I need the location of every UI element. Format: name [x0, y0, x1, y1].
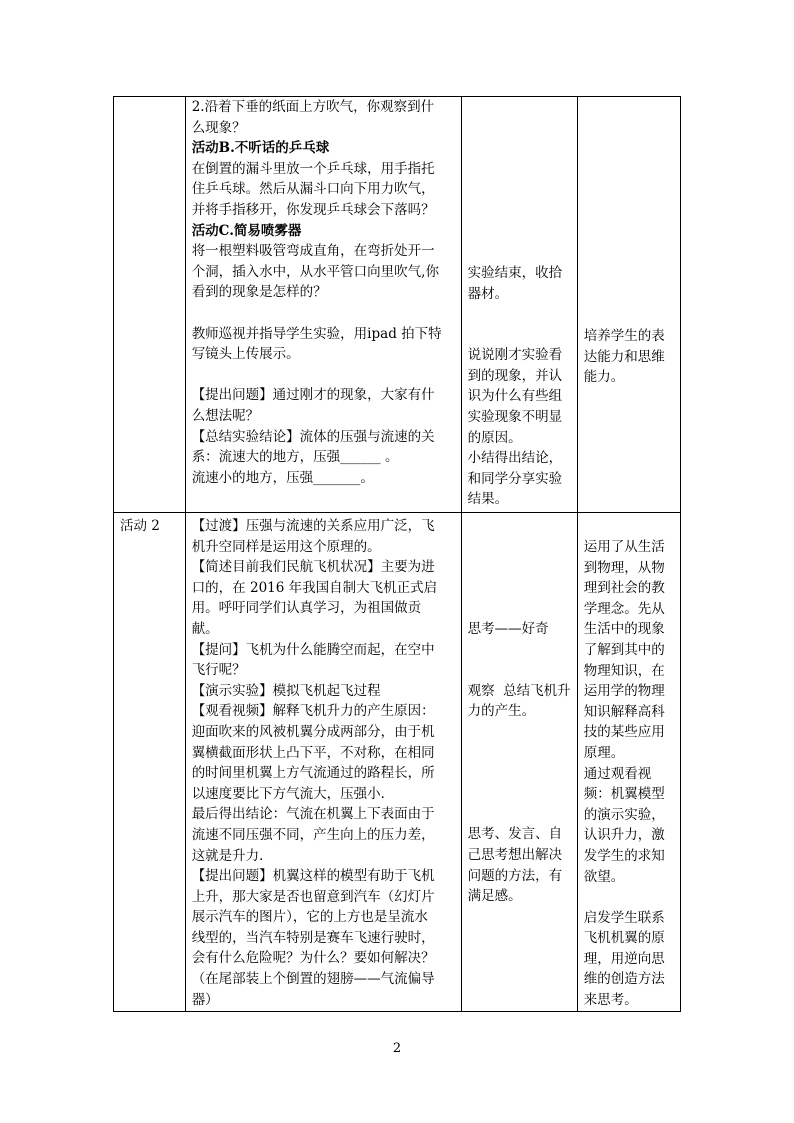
text-line: 己思考想出解决 [467, 846, 563, 863]
text-line: 能力。 [583, 369, 625, 386]
text-line: 【提出问题】通过刚才的现象，大家有什 [191, 387, 435, 404]
text-line: 献。 [191, 620, 219, 637]
text-line: 【演示实验】模拟飞机起飞过程 [191, 682, 381, 699]
student-activity-cell [461, 97, 577, 513]
text-line: 写镜头上传展示。 [191, 346, 300, 363]
text-line: 机升空同样是运用这个原理的。 [191, 538, 381, 555]
text-line: 器材。 [467, 285, 509, 302]
text-line: 的原因。 [467, 429, 522, 446]
text-line: 力的产生。 [467, 703, 536, 720]
table-row [114, 97, 681, 513]
teacher-activity-cell [185, 513, 461, 1012]
text-line: 结果。 [467, 491, 509, 508]
text-line: 看到的现象是怎样的？ [191, 284, 327, 301]
text-line: 发学生的求知 [583, 847, 665, 864]
text-line: 上升，那大家是否也留意到汽车（幻灯片 [191, 888, 435, 905]
text-line: 流速小的地方，压强_______。 [191, 469, 374, 486]
text-line: 物理知识，在 [583, 662, 665, 679]
text-line: 2.沿着下垂的纸面上方吹气，你观察到什 [191, 99, 435, 115]
text-line: 通过观看视 [583, 765, 652, 782]
text-line: 飞机机翼的原 [583, 930, 665, 947]
text-line: 口的，在 2016 年我国自制大飞机正式启 [191, 579, 438, 596]
text-line: 和同学分享实验 [467, 470, 563, 487]
text-line: 观察 总结飞机升 [467, 682, 571, 699]
text-line: （在尾部装上个倒置的翅膀——气流偏导 [191, 971, 435, 988]
text-line: 的演示实验， [583, 806, 665, 823]
text-line: 实验现象不明显 [467, 408, 563, 425]
text-line: 思考——好奇 [467, 621, 549, 637]
text-line: 识为什么有些组 [467, 388, 563, 405]
text-line: 【观看视频】解释飞机升力的产生原因： [191, 703, 435, 720]
student-activity-cell [461, 513, 577, 1012]
text-line: 么现象？ [191, 119, 246, 136]
text-line: 的时间里机翼上方气流通过的路程长，所 [191, 765, 435, 782]
text-line: 说说刚才实验看 [467, 347, 563, 364]
lesson-plan-table [113, 96, 681, 1012]
text-line: 认识升力，激 [583, 827, 665, 844]
text-line: 翼横截面形状上凸下平，不对称，在相同 [191, 744, 435, 761]
text-line: 线型的，当汽车特别是赛车飞速行驶时， [191, 929, 435, 946]
teacher-activity-cell [185, 97, 461, 513]
text-line: 展示汽车的图片），它的上方也是呈流水 [191, 909, 428, 926]
text-line: 频：机翼模型 [583, 786, 665, 803]
table-row [114, 513, 681, 1012]
text-line: 理到社会的教 [583, 580, 665, 597]
text-line: 将一根塑料吸管弯成直角，在弯折处开一 [191, 243, 435, 260]
text-line: 个洞，插入水中，从水平管口向里吹气,你 [191, 263, 439, 280]
text-line: 到物理，从物 [583, 559, 665, 576]
text-line: 技的某些应用 [583, 724, 665, 741]
text-line: 用。呼吁同学们认真学习，为祖国做贡 [191, 600, 422, 617]
text-line: 启发学生联系 [583, 909, 665, 926]
page-number: 2 [392, 1041, 402, 1056]
text-line: 迎面吹来的风被机翼分成两部分，由于机 [191, 723, 435, 740]
text-line: 学理念。先从 [583, 600, 665, 617]
text-line: 么想法呢？ [191, 407, 260, 424]
text-line: 满足感。 [467, 888, 522, 905]
text-line: 最后得出结论：气流在机翼上下表面由于 [191, 806, 435, 823]
text-line: 【提问】飞机为什么能腾空而起，在空中 [191, 641, 435, 658]
text-line: 思考、发言、自 [467, 826, 563, 843]
text-line: 维的创造方法 [583, 971, 665, 988]
text-line: 在倒置的漏斗里放一个乒乓球，用手指托 [191, 160, 435, 177]
text-line: 【简述目前我们民航飞机状况】主要为进 [191, 559, 435, 576]
text-line: 飞行呢？ [191, 662, 246, 679]
text-line: 到的现象，并认 [467, 367, 563, 384]
activity-label: 活动 2 [120, 518, 160, 534]
activity-cell [114, 97, 186, 513]
text-line: 生活中的现象 [583, 621, 665, 638]
text-line: 运用了从生活 [583, 539, 665, 555]
text-line: 问题的方法，有 [467, 867, 563, 884]
text-line: 系：流速大的地方，压强______ 。 [191, 449, 399, 466]
text-line: 了解到其中的 [583, 641, 665, 658]
design-intent-cell [577, 97, 680, 513]
text-line: 【总结实验结论】流体的压强与流速的关 [191, 428, 435, 445]
text-line: 以速度要比下方气流大，压强小． [191, 785, 395, 802]
text-line: 【过渡】压强与流速的关系应用广泛，飞 [191, 518, 435, 534]
text-line: 【提出问题】机翼这样的模型有助于飞机 [191, 868, 435, 885]
text-line: 欲望。 [583, 868, 625, 885]
text-line: 知识解释高科 [583, 703, 665, 720]
activity-cell [114, 513, 186, 1012]
text-line: 住乒乓球。然后从漏斗口向下用力吹气， [191, 181, 435, 198]
text-line: 教师巡视并指导学生实验，用ipad 拍下特 [191, 325, 442, 342]
activity-heading: 活动C.简易喷雾器 [191, 222, 302, 239]
text-line: 会有什么危险呢？为什么？要如何解决？ [191, 950, 435, 967]
text-line: 这就是升力． [191, 847, 273, 864]
design-intent-cell [577, 513, 680, 1012]
text-line: 达能力和思维 [583, 348, 665, 365]
text-line: 理，用逆向思 [583, 950, 665, 967]
text-line: 流速不同压强不同，产生向上的压力差， [191, 826, 435, 843]
text-line: 实验结束，收拾 [467, 265, 563, 281]
text-line: 运用学的物理 [583, 683, 665, 700]
activity-heading: 活动B.不听话的乒乓球 [191, 140, 330, 157]
text-line: 并将手指移开，你发现乒乓球会下落吗？ [191, 201, 435, 218]
text-line: 器） [191, 991, 219, 1008]
text-line: 来思考。 [583, 992, 638, 1009]
text-line: 培养学生的表 [583, 328, 665, 344]
text-line: 原理。 [583, 744, 625, 761]
text-line: 小结得出结论， [467, 450, 563, 467]
